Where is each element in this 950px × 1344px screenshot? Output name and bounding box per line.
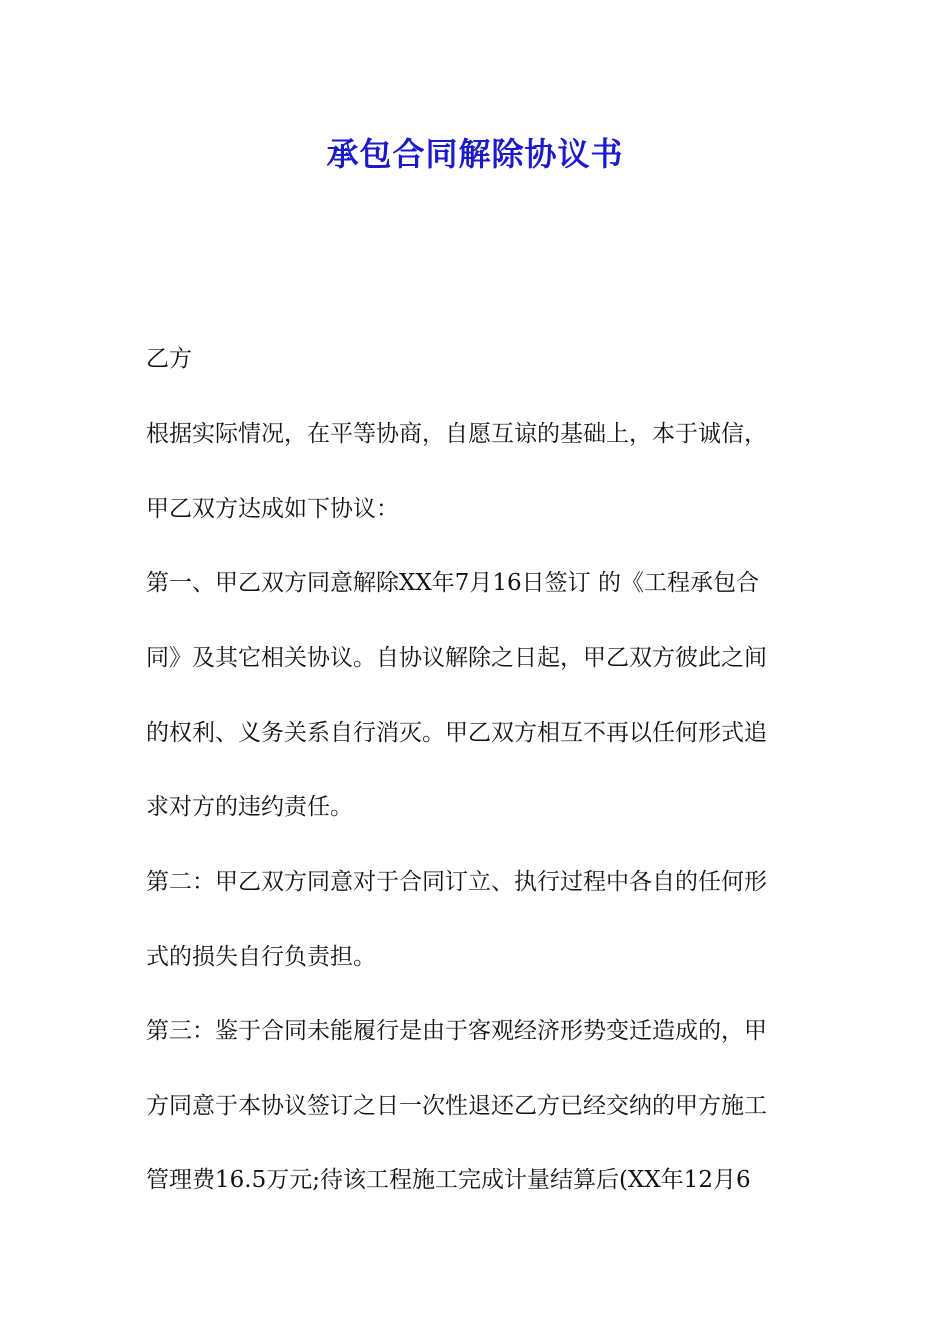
- paragraph-line: 第三：鉴于合同未能履行是由于客观经济形势变迁造成的，甲: [146, 1018, 767, 1044]
- paragraph-line: 同》及其它相关协议。自协议解除之日起，甲乙双方彼此之间: [146, 645, 767, 671]
- paragraph-line: 第一、甲乙双方同意解除XX年7月16日签订 的《工程承包合: [146, 570, 759, 596]
- document-title: 承包合同解除协议书: [326, 135, 624, 173]
- paragraph-line: 管理费16.5万元;待该工程施工完成计量结算后(XX年12月6: [146, 1167, 751, 1193]
- paragraph-line: 式的损失自行负责担。: [146, 944, 376, 970]
- party-b-label: 乙方: [146, 346, 192, 372]
- paragraph-line: 第二：甲乙双方同意对于合同订立、执行过程中各自的任何形: [146, 869, 767, 895]
- paragraph-line: 甲乙双方达成如下协议：: [146, 496, 399, 522]
- paragraph-line: 求对方的违约责任。: [146, 794, 353, 820]
- paragraph-line: 方同意于本协议签订之日一次性退还乙方已经交纳的甲方施工: [146, 1093, 767, 1119]
- paragraph-line: 的权利、义务关系自行消灭。甲乙双方相互不再以任何形式追: [146, 720, 767, 746]
- paragraph-line: 根据实际情况，在平等协商，自愿互谅的基础上，本于诚信，: [146, 421, 767, 447]
